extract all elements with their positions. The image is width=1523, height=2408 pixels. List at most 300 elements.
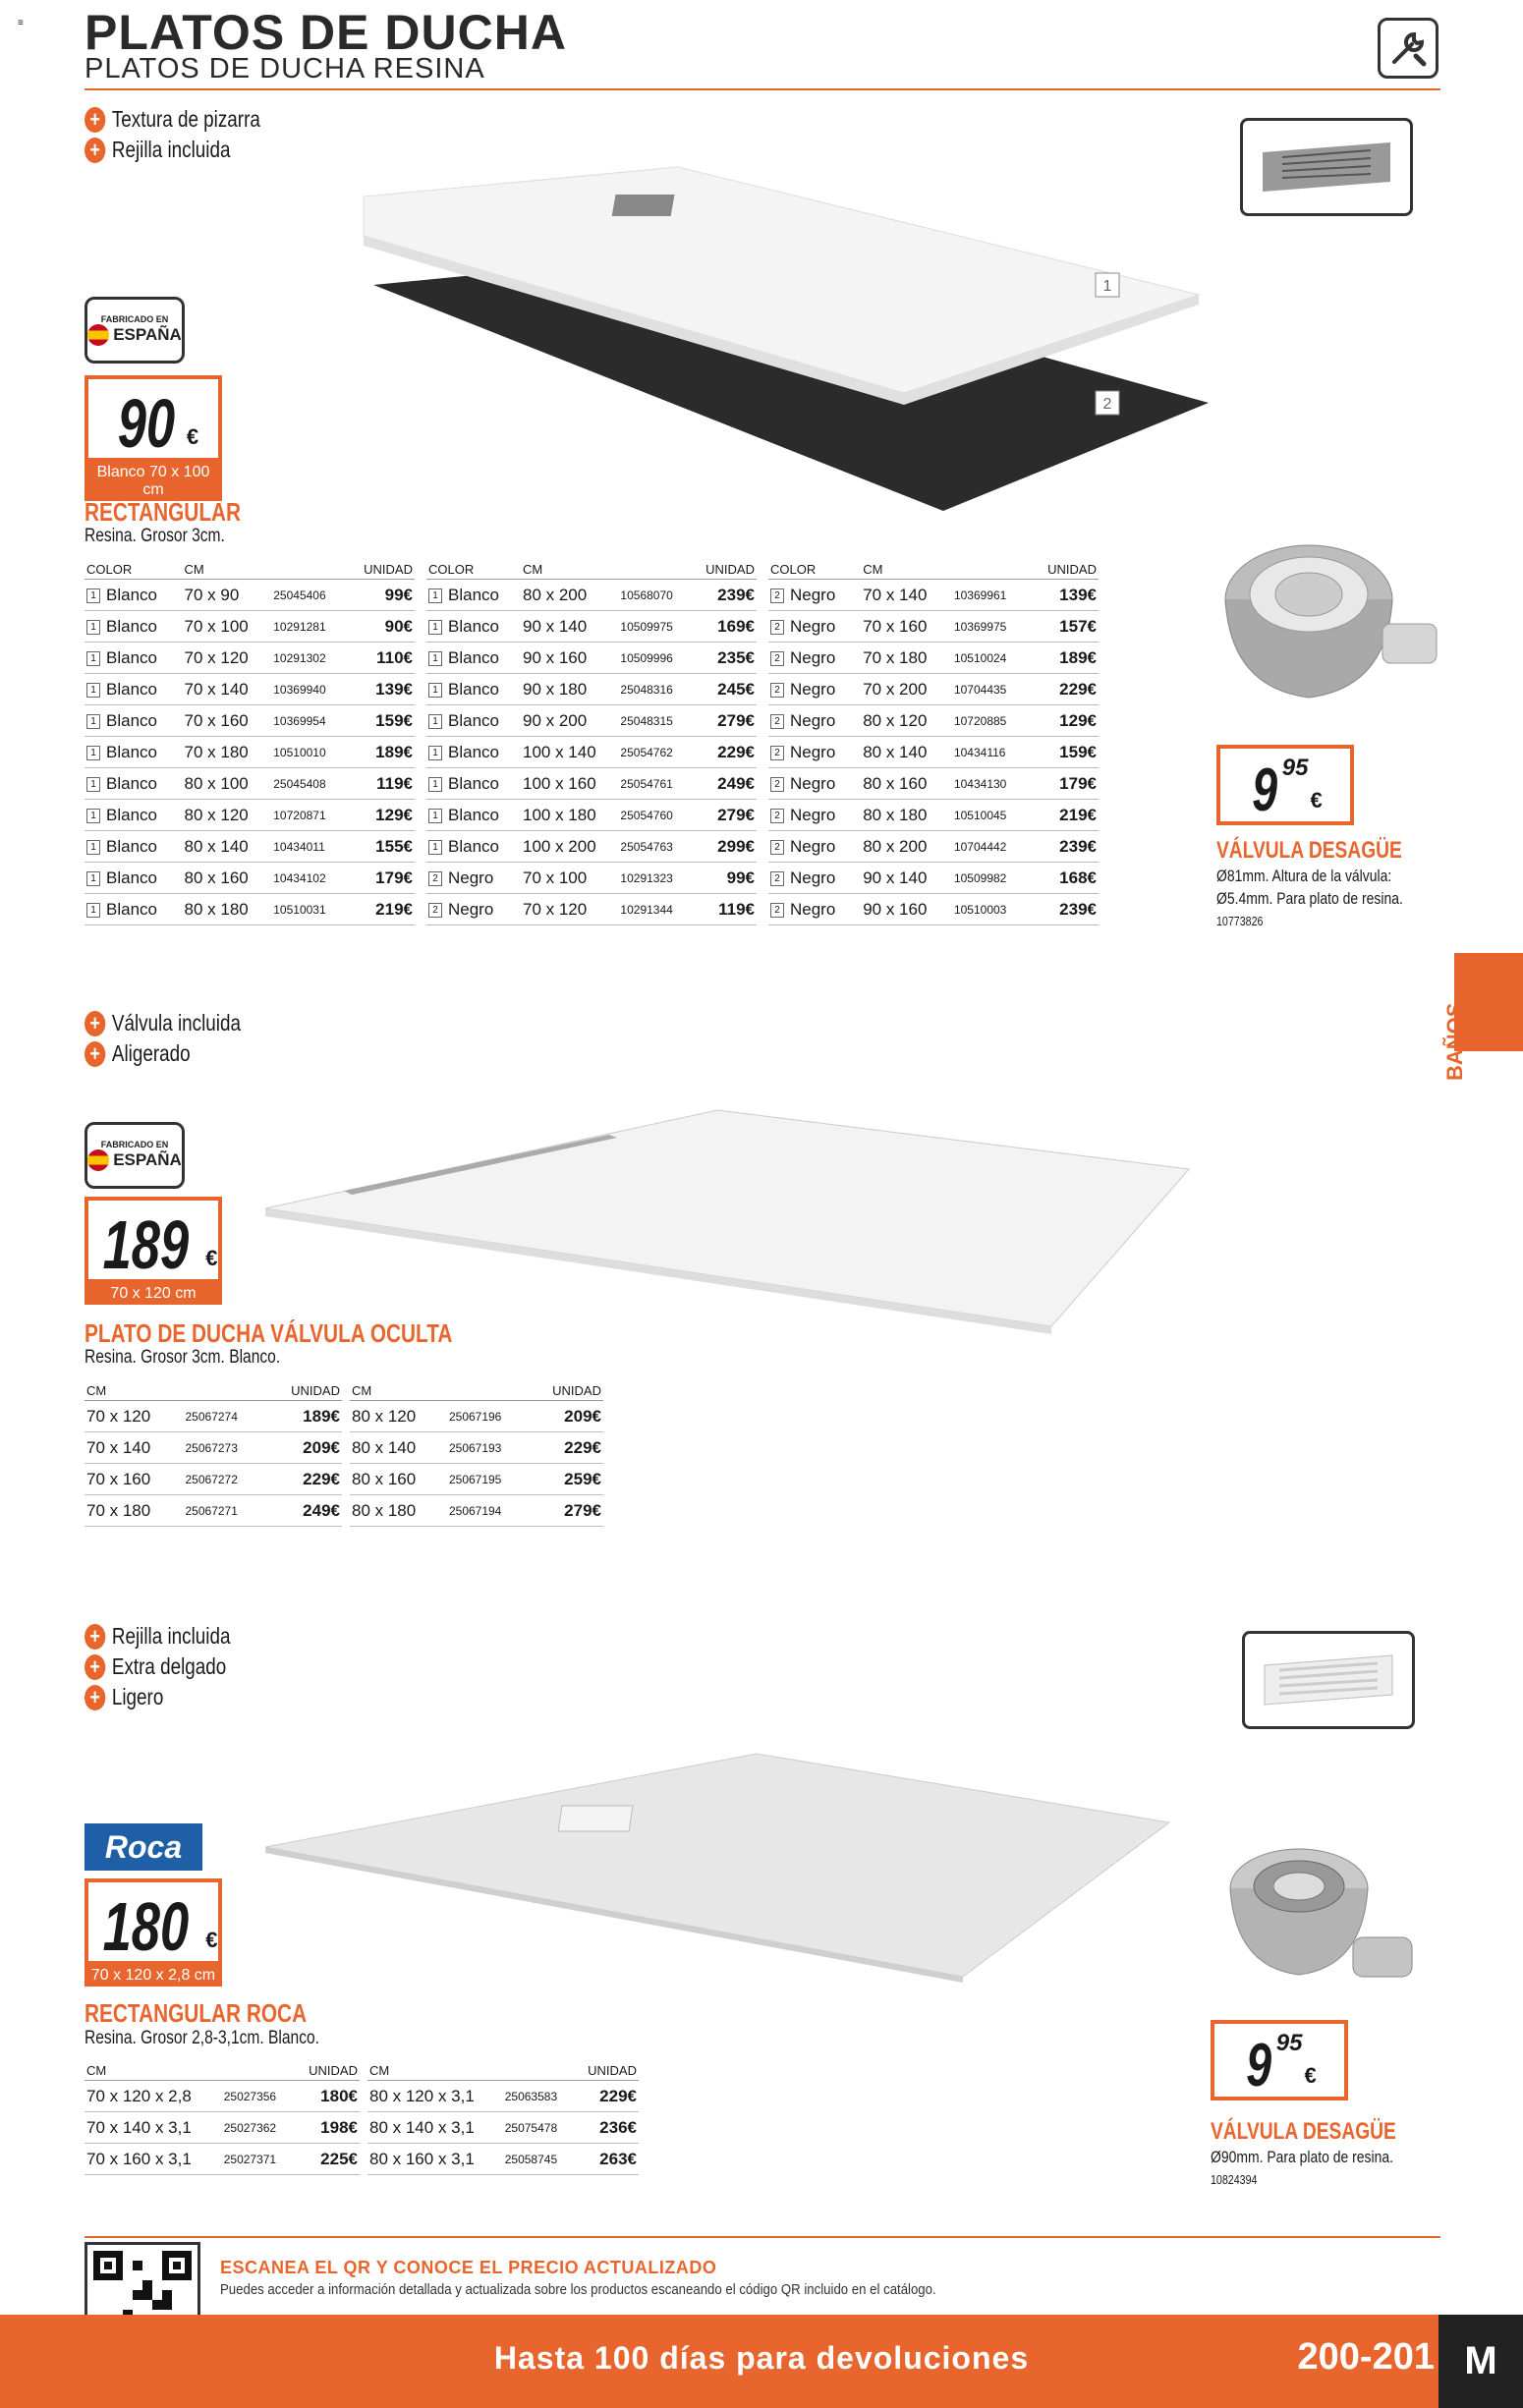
code-cell: 10434102 [271, 863, 345, 894]
page-numbers: 200-201 [1297, 2336, 1435, 2378]
color-cell: 2 Negro [768, 894, 861, 925]
price-tag-valve-1: 9 95 € [1216, 745, 1354, 825]
code-cell: 10291281 [271, 611, 345, 643]
table-row [426, 705, 757, 737]
shower-tray-image-roca [255, 1749, 1179, 1985]
size-cell: 70 x 140 [861, 580, 952, 611]
code-cell: 10369961 [952, 580, 1028, 611]
size-cell: 80 x 200 [861, 831, 952, 863]
code-cell: 10510003 [952, 894, 1028, 925]
price-cell: 139€ [345, 674, 415, 705]
price-cell: 139€ [1028, 580, 1099, 611]
color-number-icon: 1 [86, 588, 100, 603]
color-number-icon: 1 [86, 746, 100, 760]
table-row [85, 705, 415, 737]
color-number-icon: 1 [86, 903, 100, 918]
code-cell: 25027371 [222, 2144, 293, 2175]
table-row [768, 705, 1099, 737]
qr-divider [85, 2236, 1440, 2238]
price-caption: Blanco 70 x 100 cm [85, 462, 222, 501]
size-cell: 70 x 100 [183, 611, 272, 643]
code-cell: 10704442 [952, 831, 1028, 863]
table-row [85, 611, 415, 643]
price-caption: 70 x 120 cm [85, 1283, 222, 1305]
drain-valve-image-2 [1211, 1839, 1427, 2006]
table-row [768, 674, 1099, 705]
code-cell: 10291323 [618, 863, 690, 894]
color-number-icon: 1 [86, 809, 100, 823]
spain-flag-icon [87, 1149, 109, 1171]
size-cell: 70 x 120 [183, 643, 272, 674]
color-number-icon: 1 [86, 777, 100, 792]
price-cell: 99€ [690, 863, 757, 894]
code-cell: 25063583 [503, 2081, 573, 2112]
plus-icon: + [85, 1041, 105, 1067]
code-cell: 25054762 [618, 737, 690, 768]
price-table-col: COLOR CM UNIDAD 2 Negro 70 x 140 10369961 139€ 2 Negro 70 x 160 10369975 157€ 2 Negro 70 x 180 10510024 189€ 2 Negro 70 x 200 10704435 229€ 2 Negro 80 x 120 10720885 129€ 2 Negro 80 x 140 10434116 159€ 2 Negro 80 x 160 10434130 179€ 2 Negro 80 x 180 10510045 219€ 2 Negro 80 x 200 10704442 239€ 2 Negro 90 x 140 10509982 168€ 2 Negro 90 x 160 10510003 239€ [768, 562, 1099, 925]
price-table-col: CM UNIDAD 80 x 120 x 3,1 25063583 229€ 80 x 140 x 3,1 25075478 236€ 80 x 160 x 3,1 25058745 263€ [367, 2063, 639, 2175]
table-row [350, 1464, 603, 1495]
drain-valve-image [1211, 531, 1446, 717]
size-cell: 100 x 200 [521, 831, 618, 863]
table-row [426, 894, 757, 925]
table-row [426, 643, 757, 674]
size-cell: 70 x 200 [861, 674, 952, 705]
price-cell: 99€ [345, 580, 415, 611]
code-cell: 25067272 [184, 1464, 265, 1495]
table-row [768, 580, 1099, 611]
table-row [426, 737, 757, 768]
price-cell: 129€ [345, 800, 415, 831]
code-cell: 25067196 [447, 1401, 528, 1432]
color-number-icon: 1 [428, 714, 442, 729]
code-cell: 25027362 [222, 2112, 293, 2144]
color-cell: 1 Blanco [85, 894, 183, 925]
color-cell: 1 Blanco [85, 800, 183, 831]
size-cell: 70 x 120 x 2,8 [85, 2081, 222, 2112]
price-cell: 249€ [690, 768, 757, 800]
table-row [85, 1464, 342, 1495]
size-cell: 100 x 140 [521, 737, 618, 768]
size-cell: 80 x 180 [350, 1495, 447, 1527]
code-cell: 10434011 [271, 831, 345, 863]
color-cell: 2 Negro [768, 580, 861, 611]
price-cell: 119€ [345, 768, 415, 800]
color-cell: 2 Negro [768, 674, 861, 705]
color-number-icon: 1 [428, 620, 442, 635]
color-cell: 2 Negro [426, 894, 521, 925]
price-cell: 179€ [345, 863, 415, 894]
price-cell: 90€ [345, 611, 415, 643]
features-list-3 [85, 1623, 262, 1710]
code-cell: 10434116 [952, 737, 1028, 768]
color-cell: 1 Blanco [85, 643, 183, 674]
price-cell: 219€ [1028, 800, 1099, 831]
price-table-col: COLOR CM UNIDAD 1 Blanco 80 x 200 10568070 239€ 1 Blanco 90 x 140 10509975 169€ 1 Blanco 90 x 160 10509996 235€ 1 Blanco 90 x 180 25048316 245€ 1 Blanco 90 x 200 25048315 279€ 1 Blanco 100 x 140 25054762 229€ 1 Blanco 100 x 160 25054761 249€ 1 Blanco 100 x 180 25054760 279€ 1 Blanco 100 x 200 25054763 299€ 2 Negro 70 x 100 10291323 99€ 2 Negro 70 x 120 10291344 119€ [426, 562, 757, 925]
color-cell: 2 Negro [768, 737, 861, 768]
price-cell: 279€ [528, 1495, 603, 1527]
shower-tray-image-hidden-valve [255, 1100, 1199, 1336]
price-cell: 179€ [1028, 768, 1099, 800]
product-title-3: RECTANGULAR ROCA [85, 1998, 308, 2028]
code-cell: 10720885 [952, 705, 1028, 737]
price-cell: 259€ [528, 1464, 603, 1495]
color-cell: 2 Negro [768, 768, 861, 800]
price-table-col: CM UNIDAD 70 x 120 25067274 189€ 70 x 140 25067273 209€ 70 x 160 25067272 229€ 70 x 180 25067271 249€ [85, 1383, 342, 1527]
color-number-icon: 2 [770, 714, 784, 729]
price-amount: 189 [103, 1206, 190, 1283]
plus-icon: + [85, 1624, 105, 1650]
code-cell: 10509982 [952, 863, 1028, 894]
code-cell: 25067195 [447, 1464, 528, 1495]
color-cell: 2 Negro [768, 611, 861, 643]
size-cell: 70 x 140 [183, 674, 272, 705]
color-number-icon: 1 [428, 746, 442, 760]
table-row [85, 737, 415, 768]
code-cell: 25075478 [503, 2112, 573, 2144]
price-cell: 189€ [345, 737, 415, 768]
color-number-icon: 2 [770, 746, 784, 760]
price-tag-1: 90 € Blanco 70 x 100 cm [85, 375, 222, 501]
color-cell: 1 Blanco [426, 800, 521, 831]
price-cell: 229€ [573, 2081, 639, 2112]
table-row [85, 894, 415, 925]
valve-title-2: VÁLVULA DESAGÜE [1211, 2118, 1396, 2145]
code-cell: 25045406 [271, 580, 345, 611]
color-number-icon: 2 [770, 651, 784, 666]
size-cell: 80 x 140 [861, 737, 952, 768]
product-subtitle-1: Resina. Grosor 3cm. [85, 526, 225, 546]
table-row [768, 737, 1099, 768]
color-number-icon: 1 [428, 840, 442, 855]
color-cell: 1 Blanco [85, 580, 183, 611]
wrench-icon [1378, 18, 1438, 79]
table-row [85, 674, 415, 705]
feature-item: + Rejilla incluida [85, 1623, 230, 1650]
side-tab-label: BAÑOS [1442, 1002, 1467, 1081]
table-row [350, 1401, 603, 1432]
table-row [426, 611, 757, 643]
price-cell: 239€ [690, 580, 757, 611]
features-list-1 [85, 106, 299, 163]
table-row [85, 2081, 360, 2112]
table-row [768, 643, 1099, 674]
table-row [768, 768, 1099, 800]
price-cell: 219€ [345, 894, 415, 925]
table-row [768, 894, 1099, 925]
table-row [85, 2112, 360, 2144]
code-cell: 25048316 [618, 674, 690, 705]
size-cell: 90 x 180 [521, 674, 618, 705]
color-number-icon: 2 [428, 903, 442, 918]
size-cell: 80 x 160 x 3,1 [367, 2144, 503, 2175]
color-cell: 1 Blanco [85, 705, 183, 737]
made-in-spain-badge: FABRICADO EN ESPAÑA [85, 1122, 185, 1189]
code-cell: 25054760 [618, 800, 690, 831]
valve-desc-2: Ø90mm. Para plato de resina. 10824394 [1211, 2148, 1393, 2187]
table-row [85, 1432, 342, 1464]
features-list-2 [85, 1010, 275, 1067]
color-cell: 1 Blanco [426, 705, 521, 737]
size-cell: 80 x 120 x 3,1 [367, 2081, 503, 2112]
price-cell: 198€ [293, 2112, 360, 2144]
table-row [85, 831, 415, 863]
color-cell: 2 Negro [768, 831, 861, 863]
spain-flag-icon [87, 324, 109, 346]
price-cell: 239€ [1028, 894, 1099, 925]
size-cell: 90 x 140 [521, 611, 618, 643]
price-cell: 180€ [293, 2081, 360, 2112]
price-table-col: CM UNIDAD 80 x 120 25067196 209€ 80 x 140 25067193 229€ 80 x 160 25067195 259€ 80 x 180 25067194 279€ [350, 1383, 603, 1527]
table-row [85, 1495, 342, 1527]
color-cell: 1 Blanco [426, 768, 521, 800]
size-cell: 70 x 90 [183, 580, 272, 611]
price-cell: 119€ [690, 894, 757, 925]
color-cell: 1 Blanco [426, 580, 521, 611]
qr-text: Puedes acceder a información detallada y actualizada sobre los productos escaneando el código QR incluido en el catálogo. [220, 2281, 936, 2298]
price-cell: 229€ [265, 1464, 342, 1495]
product-title-1: RECTANGULAR [85, 497, 242, 527]
price-cell: 249€ [265, 1495, 342, 1527]
table-row [350, 1495, 603, 1527]
plus-icon: + [85, 1654, 105, 1680]
code-cell: 25067193 [447, 1432, 528, 1464]
price-tag-2: 189 € 70 x 120 cm [85, 1197, 222, 1305]
size-cell: 80 x 140 [350, 1432, 447, 1464]
color-number-icon: 1 [428, 683, 442, 698]
color-number-icon: 1 [86, 620, 100, 635]
table-row [768, 831, 1099, 863]
size-cell: 70 x 120 [85, 1401, 184, 1432]
price-cell: 235€ [690, 643, 757, 674]
table-row [426, 863, 757, 894]
shower-tray-image-rectangular [354, 147, 1218, 511]
plus-icon: + [85, 1685, 105, 1710]
qr-title: ESCANEA EL QR Y CONOCE EL PRECIO ACTUALIZADO [220, 2258, 717, 2277]
color-number-icon: 1 [428, 809, 442, 823]
color-number-icon: 1 [86, 840, 100, 855]
code-cell: 10510010 [271, 737, 345, 768]
price-cell: 159€ [1028, 737, 1099, 768]
code-cell: 10291302 [271, 643, 345, 674]
color-cell: 2 Negro [768, 705, 861, 737]
color-number-icon: 2 [770, 777, 784, 792]
color-number-icon: 2 [770, 683, 784, 698]
price-cell: 169€ [690, 611, 757, 643]
page-subtitle: PLATOS DE DUCHA RESINA [85, 53, 485, 84]
size-cell: 90 x 200 [521, 705, 618, 737]
size-cell: 80 x 120 [183, 800, 272, 831]
table-row [426, 674, 757, 705]
price-cell: 168€ [1028, 863, 1099, 894]
feature-item: + Rejilla incluida [85, 137, 260, 163]
color-number-icon: 2 [770, 588, 784, 603]
color-cell: 1 Blanco [426, 737, 521, 768]
plus-icon: + [85, 1011, 105, 1036]
table-row [85, 768, 415, 800]
color-cell: 1 Blanco [85, 611, 183, 643]
size-cell: 70 x 180 [85, 1495, 184, 1527]
price-cell: 279€ [690, 800, 757, 831]
product-subtitle-3: Resina. Grosor 2,8-3,1cm. Blanco. [85, 2028, 320, 2048]
price-amount: 90 [117, 385, 176, 462]
size-cell: 100 x 180 [521, 800, 618, 831]
size-cell: 80 x 200 [521, 580, 618, 611]
size-cell: 70 x 180 [183, 737, 272, 768]
footer-text: Hasta 100 días para devoluciones [493, 2340, 1030, 2376]
code-cell: 10369954 [271, 705, 345, 737]
roca-logo: Roca [85, 1823, 202, 1871]
table-row [768, 800, 1099, 831]
size-cell: 70 x 160 x 3,1 [85, 2144, 222, 2175]
color-cell: 1 Blanco [426, 643, 521, 674]
code-cell: 25045408 [271, 768, 345, 800]
table-row [85, 800, 415, 831]
size-cell: 70 x 180 [861, 643, 952, 674]
code-cell: 10568070 [618, 580, 690, 611]
size-cell: 80 x 160 [183, 863, 272, 894]
size-cell: 80 x 120 [350, 1401, 447, 1432]
feature-item: + Aligerado [85, 1040, 241, 1067]
price-cell: 245€ [690, 674, 757, 705]
feature-item: + Extra delgado [85, 1653, 230, 1680]
code-cell: 25048315 [618, 705, 690, 737]
code-cell: 25067194 [447, 1495, 528, 1527]
table-row [85, 2144, 360, 2175]
code-cell: 25067273 [184, 1432, 265, 1464]
code-cell: 10291344 [618, 894, 690, 925]
table-row [426, 831, 757, 863]
size-cell: 90 x 140 [861, 863, 952, 894]
brand-logo: M [1438, 2315, 1523, 2408]
size-cell: 100 x 160 [521, 768, 618, 800]
grate-image-roca [1242, 1631, 1415, 1729]
table-row [85, 1401, 342, 1432]
code-cell: 10510045 [952, 800, 1028, 831]
code-cell: 25054763 [618, 831, 690, 863]
size-cell: 90 x 160 [521, 643, 618, 674]
code-cell: 10369975 [952, 611, 1028, 643]
size-cell: 70 x 100 [521, 863, 618, 894]
color-number-icon: 2 [770, 840, 784, 855]
size-cell: 80 x 180 [183, 894, 272, 925]
table-row [85, 643, 415, 674]
product-title-2: PLATO DE DUCHA VÁLVULA OCULTA [85, 1318, 453, 1348]
color-number-icon: 1 [86, 714, 100, 729]
code-cell: 10510031 [271, 894, 345, 925]
price-cell: 157€ [1028, 611, 1099, 643]
feature-item: + Válvula incluida [85, 1010, 241, 1036]
code-cell: 10510024 [952, 643, 1028, 674]
code-cell: 25058745 [503, 2144, 573, 2175]
table-row [367, 2112, 639, 2144]
table-row [85, 863, 415, 894]
price-cell: 279€ [690, 705, 757, 737]
price-tag-valve-2: 9 95 € [1211, 2020, 1348, 2100]
color-number-icon: 1 [86, 871, 100, 886]
price-table-2 [85, 1383, 603, 1527]
code-cell: 10369940 [271, 674, 345, 705]
code-cell: 10704435 [952, 674, 1028, 705]
color-cell: 2 Negro [768, 643, 861, 674]
code-cell: 10720871 [271, 800, 345, 831]
size-cell: 80 x 160 [350, 1464, 447, 1495]
color-cell: 1 Blanco [426, 831, 521, 863]
table-row [367, 2144, 639, 2175]
color-cell: 1 Blanco [85, 831, 183, 863]
size-cell: 80 x 100 [183, 768, 272, 800]
color-cell: 1 Blanco [85, 674, 183, 705]
code-cell: 25027356 [222, 2081, 293, 2112]
valve-desc-1: Ø81mm. Altura de la válvula: Ø5.4mm. Para plato de resina. 10773826 [1216, 867, 1403, 928]
price-cell: 110€ [345, 643, 415, 674]
color-cell: 1 Blanco [85, 768, 183, 800]
price-cell: 129€ [1028, 705, 1099, 737]
product-subtitle-2: Resina. Grosor 3cm. Blanco. [85, 1347, 281, 1368]
size-cell: 90 x 160 [861, 894, 952, 925]
table-row [768, 611, 1099, 643]
size-cell: 70 x 160 [861, 611, 952, 643]
price-cell: 189€ [1028, 643, 1099, 674]
color-number-icon: 2 [428, 871, 442, 886]
price-cell: 225€ [293, 2144, 360, 2175]
price-cell: 236€ [573, 2112, 639, 2144]
corner-mark: ≡ [18, 18, 24, 28]
code-cell: 10434130 [952, 768, 1028, 800]
code-cell: 10509996 [618, 643, 690, 674]
price-cell: 155€ [345, 831, 415, 863]
size-cell: 80 x 160 [861, 768, 952, 800]
size-cell: 70 x 120 [521, 894, 618, 925]
code-cell: 10509975 [618, 611, 690, 643]
color-cell: 2 Negro [426, 863, 521, 894]
price-table-1 [85, 562, 1099, 925]
price-cell: 229€ [1028, 674, 1099, 705]
price-table-col: CM UNIDAD 70 x 120 x 2,8 25027356 180€ 70 x 140 x 3,1 25027362 198€ 70 x 160 x 3,1 25027371 225€ [85, 2063, 360, 2175]
table-row [367, 2081, 639, 2112]
color-number-icon: 1 [86, 651, 100, 666]
color-number-icon: 1 [428, 777, 442, 792]
price-cell: 209€ [265, 1432, 342, 1464]
size-cell: 80 x 180 [861, 800, 952, 831]
code-cell: 25067271 [184, 1495, 265, 1527]
plus-icon: + [85, 138, 105, 163]
price-tag-3: 180 € 70 x 120 x 2,8 cm [85, 1878, 222, 1987]
color-number-icon: 2 [770, 903, 784, 918]
table-row [85, 580, 415, 611]
header-divider [85, 88, 1440, 90]
price-cell: 299€ [690, 831, 757, 863]
size-cell: 70 x 160 [183, 705, 272, 737]
color-cell: 2 Negro [768, 800, 861, 831]
price-table-col: COLOR CM UNIDAD 1 Blanco 70 x 90 25045406 99€ 1 Blanco 70 x 100 10291281 90€ 1 Blanco 70 x 120 10291302 110€ 1 Blanco 70 x 140 10369940 139€ 1 Blanco 70 x 160 10369954 159€ 1 Blanco 70 x 180 10510010 189€ 1 Blanco 80 x 100 25045408 119€ 1 Blanco 80 x 120 10720871 129€ 1 Blanco 80 x 140 10434011 155€ 1 Blanco 80 x 160 10434102 179€ 1 Blanco 80 x 180 10510031 219€ [85, 562, 415, 925]
table-row [426, 800, 757, 831]
price-caption: 70 x 120 x 2,8 cm [85, 1965, 222, 1987]
color-number-icon: 2 [770, 620, 784, 635]
price-cell: 263€ [573, 2144, 639, 2175]
color-cell: 1 Blanco [85, 863, 183, 894]
size-cell: 80 x 120 [861, 705, 952, 737]
price-cell: 159€ [345, 705, 415, 737]
size-cell: 80 x 140 x 3,1 [367, 2112, 503, 2144]
price-cell: 189€ [265, 1401, 342, 1432]
valve-title-1: VÁLVULA DESAGÜE [1216, 837, 1402, 864]
code-cell: 25054761 [618, 768, 690, 800]
price-amount: 180 [103, 1888, 190, 1965]
price-cell: 209€ [528, 1401, 603, 1432]
color-number-icon: 2 [770, 809, 784, 823]
color-cell: 1 Blanco [426, 674, 521, 705]
